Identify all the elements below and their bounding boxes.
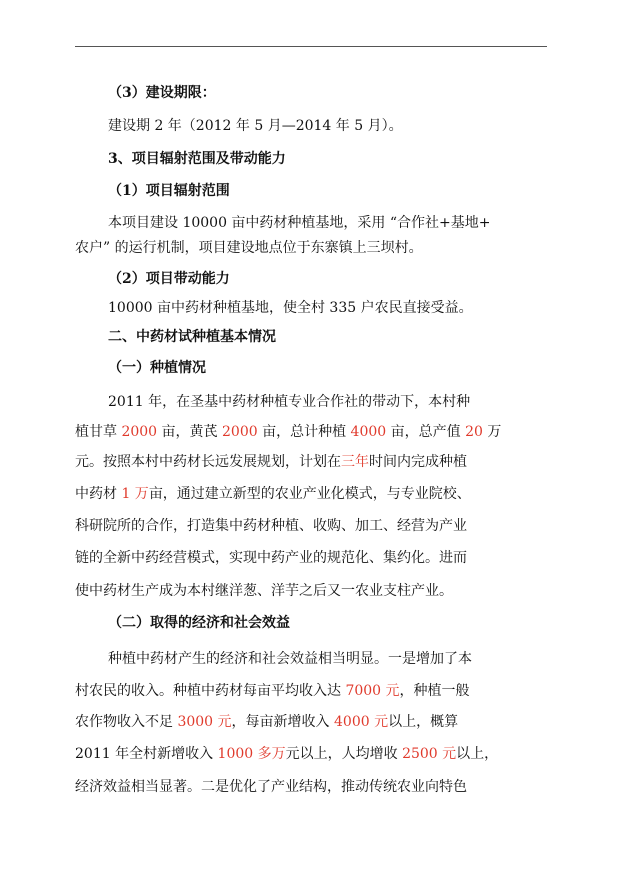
paragraph-line xyxy=(75,451,467,473)
paragraph-line: 本项目建设 10000 亩中药材种植基地，采用 “合作社+基地+ xyxy=(108,215,491,231)
highlight-value: 2500 元 xyxy=(402,746,457,762)
highlight-value: 1 万 xyxy=(121,486,149,502)
paragraph-line: 经济效益相当显著。二是优化了产业结构，推动传统农业向特色 xyxy=(75,779,467,795)
text-segment: 以上， xyxy=(456,746,499,762)
text-segment: 亩，总产值 xyxy=(386,424,466,440)
text-segment: 万 xyxy=(482,424,502,440)
text-segment: 亩，通过建立新型的农业产业化模式，与专业院校、 xyxy=(148,486,471,502)
highlight-value: 三年 xyxy=(341,454,369,470)
text-segment: ，每亩新增收入 xyxy=(231,714,334,730)
text-segment: 元以上，人均增收 xyxy=(285,746,403,762)
paragraph-line xyxy=(75,711,458,733)
text-segment: 农作物收入不足 xyxy=(75,714,178,730)
text-segment: 村农民的收入。种植中药材每亩平均收入达 xyxy=(75,683,346,699)
text-segment: 以上，概算 xyxy=(388,714,459,730)
text-segment: 亩，黄芪 xyxy=(157,424,222,440)
paragraph-line: 10000 亩中药材种植基地，使全村 335 户农民直接受益。 xyxy=(108,300,473,316)
highlight-value: 4000 xyxy=(350,424,387,440)
section-heading-radiation-scope: 3、项目辐射范围及带动能力 xyxy=(108,151,286,167)
paragraph-line: 使中药材生产成为本村继洋葱、洋芋之后又一农业支柱产业。 xyxy=(75,583,453,599)
section-heading-benefits: （二）取得的经济和社会效益 xyxy=(108,615,290,631)
paragraph-line: 种植中药材产生的经济和社会效益相当明显。一是增加了本 xyxy=(108,651,472,667)
paragraph-line xyxy=(75,743,498,765)
paragraph-line xyxy=(75,483,471,505)
highlight-value: 3000 元 xyxy=(177,714,232,730)
text-segment: 2011 年全村新增收入 xyxy=(75,746,218,762)
highlight-value: 1000 多万 xyxy=(217,746,286,762)
text-segment: 时间内完成种植 xyxy=(369,454,467,470)
highlight-value: 2000 xyxy=(222,424,258,440)
text-segment: ，种植一般 xyxy=(399,683,470,699)
section-heading-construction-period: （3）建设期限： xyxy=(108,85,216,101)
header-rule xyxy=(75,46,547,47)
paragraph-line: 2011 年，在圣基中药材种植专业合作社的带动下，本村种 xyxy=(108,394,471,410)
section-heading-planting-overview: 二、中药材试种植基本情况 xyxy=(108,329,276,345)
text-segment: 元。按照本村中药材长远发展规划，计划在 xyxy=(75,454,341,470)
section-heading-scope: （1）项目辐射范围 xyxy=(108,183,230,199)
text-segment: 植甘草 xyxy=(75,424,122,440)
highlight-value: 20 xyxy=(465,424,483,440)
construction-period-text: 建设期 2 年（2012 年 5 月—2014 年 5 月）。 xyxy=(108,118,403,134)
text-segment: 亩，总计种植 xyxy=(257,424,351,440)
paragraph-line: 科研院所的合作，打造集中药材种植、收购、加工、经营为产业 xyxy=(75,518,467,534)
section-heading-planting-status: （一）种植情况 xyxy=(108,360,206,376)
paragraph-line xyxy=(75,421,501,443)
section-heading-driving-capacity: （2）项目带动能力 xyxy=(108,271,230,287)
paragraph-line: 农户” 的运行机制，项目建设地点位于东寨镇上三坝村。 xyxy=(75,240,423,256)
paragraph-line: 链的全新中药经营模式，实现中药产业的规范化、集约化。进而 xyxy=(75,550,467,566)
highlight-value: 2000 xyxy=(121,424,158,440)
paragraph-line xyxy=(75,680,470,702)
text-segment: 中药材 xyxy=(75,486,122,502)
highlight-value: 7000 元 xyxy=(345,683,400,699)
highlight-value: 4000 元 xyxy=(334,714,389,730)
